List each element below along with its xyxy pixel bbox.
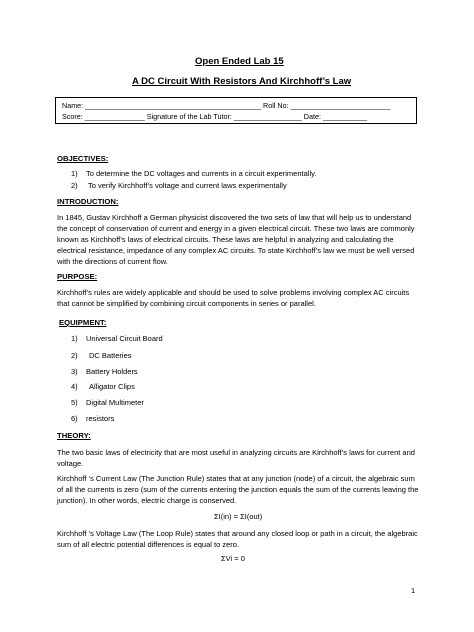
voltage-law-equation: ΣVi = 0	[221, 554, 245, 563]
equipment-item: Universal Circuit Board	[86, 334, 163, 343]
equipment-item: Alligator Clips	[89, 382, 135, 391]
equipment-item: Digital Multimeter	[86, 398, 144, 407]
objective-text: To determine the DC voltages and currents in a circuit experimentally.	[86, 169, 317, 178]
equipment-number: 4)	[71, 382, 78, 391]
equipment-number: 2)	[71, 351, 78, 360]
lab-title: Open Ended Lab 15	[195, 56, 284, 67]
equipment-number: 6)	[71, 414, 78, 423]
theory-heading: THEORY:	[57, 431, 91, 440]
page-number: 1	[411, 586, 416, 595]
info-row-name: Name: ____________________________________________ Roll No: _________________________	[62, 101, 391, 110]
objective-number: 1)	[71, 169, 78, 178]
theory-paragraph: The two basic laws of electricity that are most useful in analyzing circuits are Kirchhoff’s laws for current and voltage.	[57, 448, 415, 468]
purpose-text: Kirchhoff’s rules are widely applicable and should be used to solve problems involving complex AC circuits that cannot be simplified by combining circuit components in series or parallel.	[57, 288, 410, 308]
student-info-box	[55, 97, 417, 124]
equipment-item: resistors	[86, 414, 115, 423]
objective-text: To verify Kirchhoff’s voltage and current laws experimentally	[88, 181, 287, 190]
equipment-number: 1)	[71, 334, 78, 343]
equipment-heading: EQUIPMENT:	[59, 318, 107, 327]
purpose-heading: PURPOSE:	[57, 272, 98, 281]
objective-number: 2)	[71, 181, 78, 190]
lab-subtitle: A DC Circuit With Resistors And Kirchhoff’s Law	[132, 76, 352, 87]
theory-paragraph: Kirchhoff ’s Current Law (The Junction Rule) states that at any junction (node) of a circuit, the algebraic sum of all the currents is zero (sum of the currents entering the junction equals the sum of the currents leaving the junction). In other words, electric charge is conserved.	[57, 474, 419, 505]
equipment-number: 3)	[71, 367, 78, 376]
equipment-item: DC Batteries	[89, 351, 132, 360]
introduction-heading: INTRODUCTION:	[57, 197, 119, 206]
current-law-equation: ΣI(in) = ΣI(out)	[214, 512, 263, 521]
equipment-number: 5)	[71, 398, 78, 407]
objectives-heading: OBJECTIVES:	[57, 154, 109, 163]
introduction-text: In 1845, Gustav Kirchhoff a German physicist discovered the two sets of law that will help us to understand the concept of conservation of current and energy in a given electrical circuit. These two laws are commonly known as Kirchhoff’s laws of electrical circuits. These laws are helpful in analyzing and calculating the electrical resistance, impedance of any complex AC circuits. To state Kirchhoff’s law we must be well versed with the directions of current flow.	[57, 213, 415, 266]
info-row-score: Score: _______________ Signature of the Lab Tutor: _________________ Date: ___________	[62, 112, 367, 121]
theory-paragraph: Kirchhoff ’s Voltage Law (The Loop Rule) states that around any closed loop or path in a circuit, the algebraic sum of all electric potential differences is equal to zero.	[57, 529, 418, 549]
equipment-item: Battery Holders	[86, 367, 138, 376]
